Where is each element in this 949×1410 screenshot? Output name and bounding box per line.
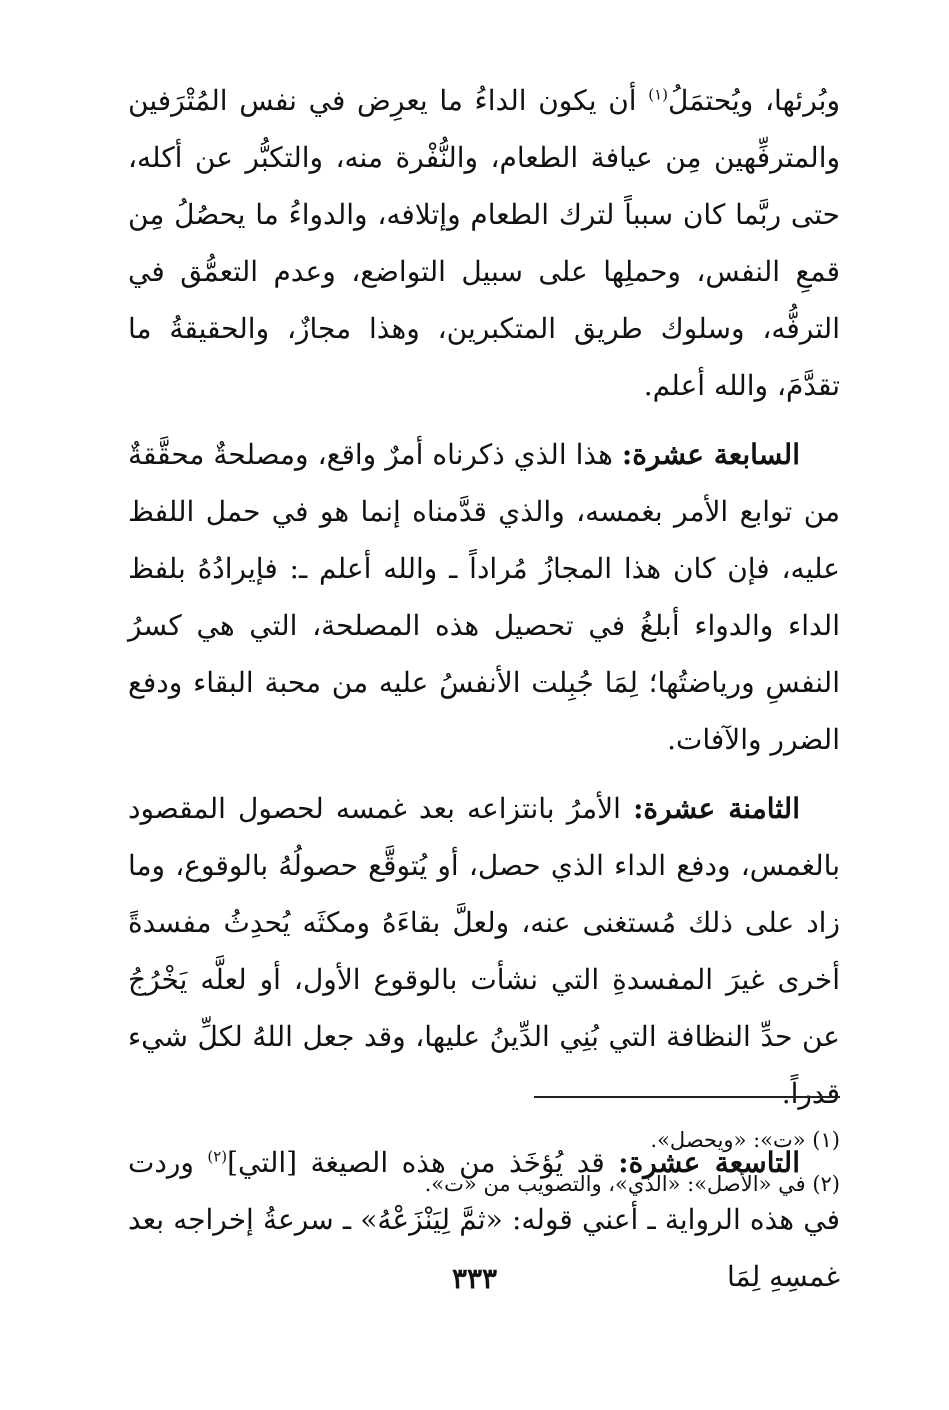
paragraph-4-text-before: قد يُؤخَذ من هذه الصيغة [التي]	[227, 1146, 619, 1179]
footnote-2: (٢) في «الأصل»: «الذي»، والتصويب من «ت».	[424, 1172, 840, 1196]
paragraph-3-heading: الثامنة عشرة:	[633, 792, 800, 825]
paragraph-1-text-after: أن يكون الداءُ ما يعرِض في نفس المُتْرَفين والمترفِّهين مِن عيافة الطعام، والنُّفْرة منه، والتكبُّر عن أكله، حتى ربَّما كان سبباً لترك الطعام وإتلافه، والدواءُ ما يحصُلُ مِن قمعِ النفس، وحملِها على سبيل التواضع، وعدم التعمُّق في الترفُّه، وسلوك طريق المتكبرين، وهذا مجازٌ، والحقيقةُ ما تقدَّمَ، والله أعلم.	[128, 84, 840, 402]
paragraph-4-heading: التاسعة عشرة:	[618, 1146, 800, 1179]
paragraph-1	[128, 72, 840, 414]
footnote-separator	[534, 1096, 840, 1098]
paragraph-3-text: الأمرُ بانتزاعه بعد غمسه لحصول المقصود بالغمس، ودفع الداء الذي حصل، أو يُتوقَّع حصولُهُ بالوقوع، وما زاد على ذلك مُستغنى عنه، ولعلَّ بقاءَهُ ومكثَه يُحدِثُ مفسدةً أخرى غيرَ المفسدةِ التي نشأت بالوقوع الأول، أو لعلَّه يَخْرُجُ عن حدِّ النظافة التي بُنِي الدِّينُ عليها، وقد جعل اللهُ لكلِّ شيء قدراً.	[128, 792, 840, 1110]
paragraph-3	[128, 780, 840, 1122]
footnote-1: (١) «ت»: «ويحصل».	[650, 1128, 840, 1152]
paragraph-2-text: هذا الذي ذكرناه أمرٌ واقع، ومصلحةٌ محقَّقةٌ من توابع الأمر بغمسه، والذي قدَّمناه إنما هو في حمل اللفظ عليه، فإن كان هذا المجازُ مُراداً ـ والله أعلم ـ: فإيرادُهُ بلفظ الداء والدواء أبلغُ في تحصيل هذه المصلحة، التي هي كسرُ النفسِ ورياضتُها؛ لِمَا جُبِلت الأنفسُ عليه من محبة البقاء ودفع الضرر والآفات.	[128, 438, 840, 756]
paragraph-4-text-after: وردت في هذه الرواية ـ أعني قوله: «ثمَّ لِيَنْزَعْهُ» ـ سرعةُ إخراجه بعد غمسِهِ لِمَا	[128, 1146, 840, 1293]
page-number: ٣٣٣	[451, 1262, 498, 1295]
paragraph-2-heading: السابعة عشرة:	[621, 438, 800, 471]
footnote-ref-2[interactable]: (٢)	[207, 1147, 228, 1166]
paragraph-2	[128, 426, 840, 768]
footnote-ref-1[interactable]: (١)	[648, 85, 669, 104]
footnotes	[140, 1118, 840, 1206]
paragraph-1-text-before: وبُرئها، ويُحتمَلُ	[668, 84, 840, 117]
